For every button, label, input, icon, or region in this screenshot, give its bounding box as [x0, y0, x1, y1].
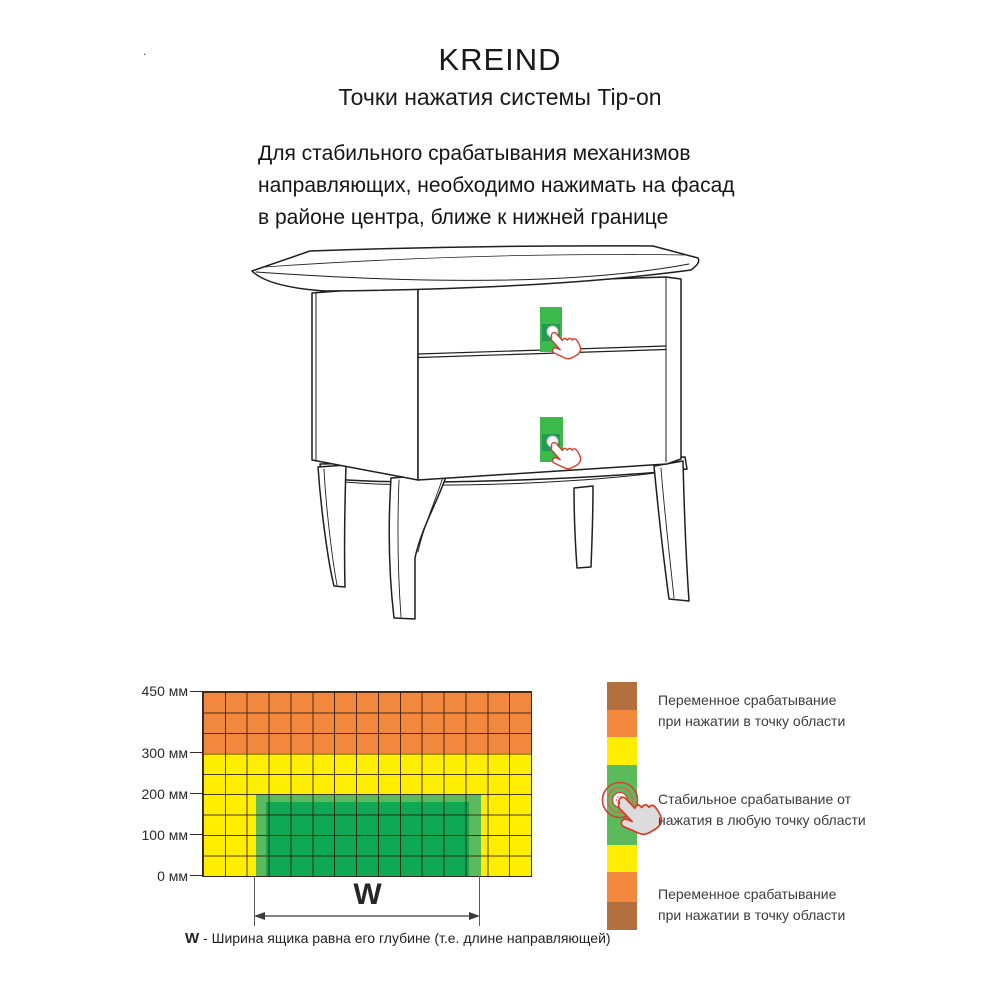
legend-segment-orange — [607, 872, 637, 902]
axis-tick — [190, 834, 202, 835]
axis-tick — [190, 752, 202, 753]
leg-back-right — [574, 486, 593, 568]
legend-item-variable-bottom — [658, 884, 845, 926]
intro-line: Для стабильного срабатывания механизмов — [258, 142, 691, 165]
legend-item-variable-top — [658, 690, 845, 732]
legend-line: при нажатии в точку области — [658, 907, 846, 923]
leg-back-left — [318, 465, 346, 587]
side-panel — [312, 285, 418, 480]
intro-text — [258, 138, 735, 234]
y-axis-label: 100 мм — [141, 827, 188, 843]
y-axis-label: 300 мм — [141, 745, 188, 761]
brand-title: KREIND — [438, 42, 562, 77]
caption-w: W — [185, 930, 200, 947]
intro-line: направляющих, необходимо нажимать на фасад — [258, 174, 735, 197]
y-axis-label: 200 мм — [141, 786, 188, 802]
page-subtitle: Точки нажатия системы Tip-on — [338, 84, 662, 110]
caption-text: - Ширина ящика равна его глубине (т.е. длине направляющей) — [199, 930, 611, 946]
legend-line: Стабильное срабатывание от — [658, 791, 852, 807]
press-zone-chart — [202, 691, 532, 877]
stray-mark: . — [143, 44, 147, 58]
legend-segment-yellow — [607, 737, 637, 765]
legend-line: Переменное срабатывание — [658, 886, 837, 902]
width-dimension-label: W — [353, 878, 382, 911]
y-axis-label: 0 мм — [157, 868, 188, 884]
axis-tick — [190, 691, 202, 692]
legend-line: при нажатии в точку области — [658, 713, 846, 729]
carcass — [312, 277, 681, 480]
legend-line: нажатия в любую точку области — [658, 812, 866, 828]
furniture-drawing — [240, 240, 740, 630]
grid-lines — [203, 692, 531, 876]
legend-segment-orange — [607, 710, 637, 737]
axis-tick — [190, 875, 202, 876]
legend-segment-brown — [607, 902, 637, 930]
legend-segment-brown — [607, 682, 637, 710]
chart-caption — [185, 930, 611, 947]
legs — [318, 461, 689, 619]
dimension-arrow — [254, 909, 480, 923]
axis-tick — [190, 793, 202, 794]
leg-front-right — [654, 461, 689, 601]
y-axis-label: 450 мм — [141, 683, 188, 699]
legend-item-stable — [658, 789, 866, 831]
intro-line: в районе центра, ближе к нижней границе — [258, 206, 669, 229]
legend-line: Переменное срабатывание — [658, 692, 837, 708]
